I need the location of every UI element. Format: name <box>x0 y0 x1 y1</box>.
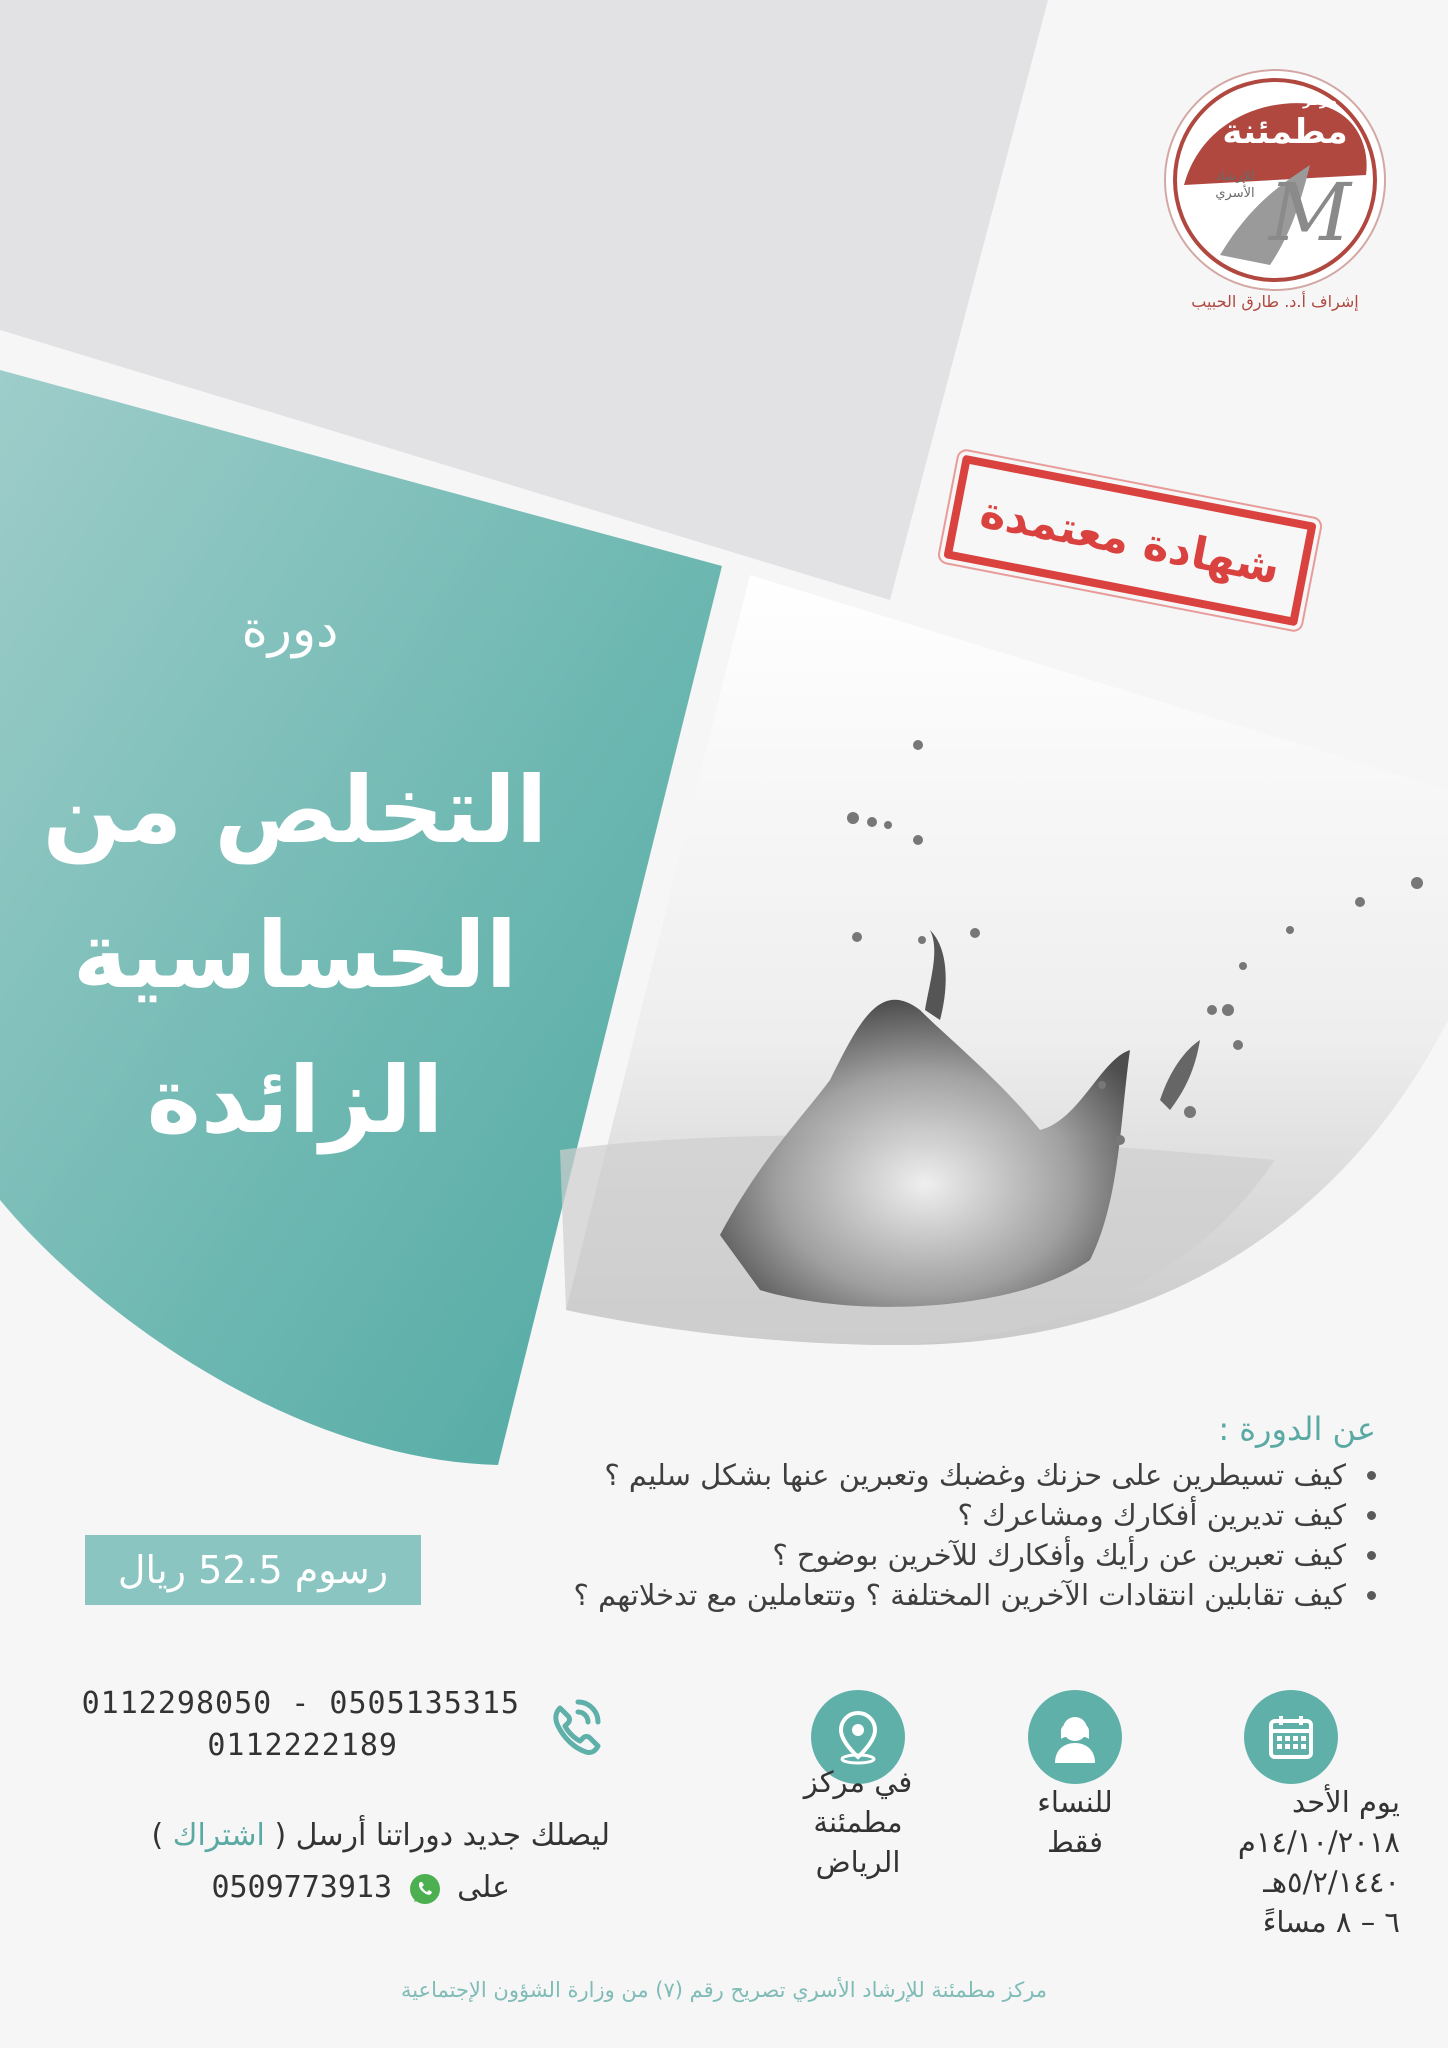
logo <box>1160 65 1390 295</box>
svg-text:مطمئنة: مطمئنة <box>1222 112 1348 152</box>
list-item: كيف تعبرين عن رأيك وأفكارك للآخرين بوضوح ؟ <box>426 1535 1376 1575</box>
whatsapp-number: 0509773913 <box>211 1870 393 1905</box>
about-heading: عن الدورة : <box>1218 1410 1376 1448</box>
location-text: في مركز مطمئنة الرياض <box>803 1765 913 1879</box>
list-item: كيف تقابلين انتقادات الآخرين المختلفة ؟ وتتعاملين مع تدخلاتهم ؟ <box>426 1575 1376 1615</box>
svg-text:للإرشاد: للإرشاد <box>1215 169 1255 184</box>
svg-text:الأسري: الأسري <box>1215 186 1255 201</box>
list-item: كيف تديرين أفكارك ومشاعرك ؟ <box>426 1495 1376 1535</box>
svg-text:مركز: مركز <box>1302 93 1338 109</box>
bullet-icon <box>1367 1471 1376 1480</box>
subscribe-keyword: اشتراك <box>172 1818 265 1853</box>
phone-numbers: 0112298050 - 0505135315 <box>81 1686 520 1721</box>
whatsapp-contact: على 0509773913 <box>211 1870 510 1905</box>
calendar-icon <box>1244 1690 1338 1784</box>
date-text: يوم الأحد ١٤/١٠/٢٠١٨م ٥/٢/١٤٤٠هـ ٦ – ٨ مساءً <box>1237 1785 1400 1939</box>
course-label: دورة <box>241 600 339 658</box>
supervisor-credit: إشراف أ.د. طارق الحبيب <box>1191 292 1359 311</box>
about-list <box>426 1455 1376 1615</box>
svg-text:M: M <box>1269 166 1351 259</box>
audience-text: للنساء فقط <box>1037 1785 1113 1859</box>
list-item: كيف تسيطرين على حزنك وغضبك وتعبرين عنها بشكل سليم ؟ <box>426 1455 1376 1495</box>
course-title-line-1: التخلص من <box>42 757 548 864</box>
course-title-line-2: الحساسية <box>72 902 518 1009</box>
bullet-icon <box>1367 1511 1376 1520</box>
bullet-icon <box>1367 1591 1376 1600</box>
whatsapp-icon <box>408 1872 442 1906</box>
woman-icon <box>1028 1690 1122 1784</box>
course-title-line-3: الزائدة <box>146 1047 444 1154</box>
subscribe-text: ليصلك جديد دوراتنا أرسل ( اشتراك ) <box>151 1818 610 1853</box>
phone-number-landline: 0112222189 <box>207 1728 398 1763</box>
phone-icon <box>538 1690 610 1762</box>
certified-stamp: شهادة معتمدة <box>943 455 1316 627</box>
bullet-icon <box>1367 1551 1376 1560</box>
footer-license: مركز مطمئنة للإرشاد الأسري تصريح رقم (٧) من وزارة الشؤون الإجتماعية <box>400 1978 1048 2002</box>
fee-badge: رسوم 52.5 ريال <box>85 1535 421 1605</box>
